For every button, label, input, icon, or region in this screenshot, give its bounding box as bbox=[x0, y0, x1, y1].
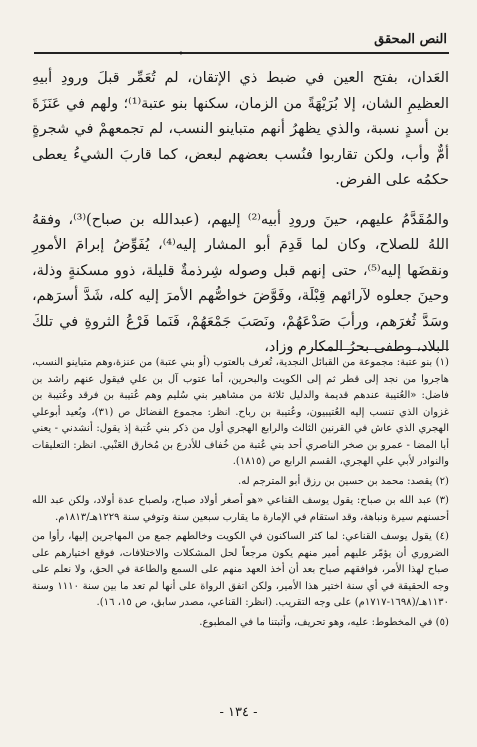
body-paragraph-2: والمُقَدَّمُ عليهم، حينَ ورودِ أبيه⁽²⁾ إليهم، (عبدالله بن صباح)⁽³⁾، وفقهُ اللهُ للصلاح، وكان لما قَدِمَ أبو المشار إليه⁽⁴⁾، يُفَوِّضُ إبرامَ الأمورِ ونقضَها إليه⁽⁵⁾، حتى إنهم قبل وصوله شِرذمةٌ قليلة، ذوو مسكنةٍ وذلة، وحينَ جعلوه لآرائهم قِبْلَة، وفَوَّضَ خواصُّهم الأمرَ إليه كله، شَدَّ أسرَهم، وسَدَّ ثُغرَهم، ورأبَ صَدْعَهُمْ، ونَصَبَ جَمْعَهُمْ، فَنَما فَرْعُ الثروةِ في تلكَ البلاد، وطفى بحرُ المكارم وزاد، bbox=[32, 211, 449, 355]
body-paragraph-1: العَدان، بفتح العين في ضبط ذي الإتقان، لم تُعَمِّر قبلَ ورودِ أبيهِ العظيمِ الشان، إلا بُرَيْهَةً من الزمان، سكنها بنو عتبة⁽¹⁾؛ ولهم في عَنَزَةَ بن أسدٍ نسبة، والذي يظهرُ أنهم متباينو النسب، لم تجمعهمْ في شجرةٍ أمٌّ وأب، ولكن تقاربوا فنُسب بعضهم لبعض، كما قاربَ الشيءُ يعطى حكمُه على الفرض. bbox=[32, 70, 449, 188]
footnote-rule bbox=[311, 349, 449, 350]
footnotes-section bbox=[32, 355, 449, 634]
footnote-2: (٢) يقصد: محمد بن حسين بن رزق أبو المترجم له. bbox=[238, 475, 449, 487]
header-ornament-dot: • bbox=[178, 49, 184, 60]
page-number: - ١٣٤ - bbox=[219, 705, 258, 720]
footnote-3: (٣) عبد الله بن صباح: يقول يوسف القناعي «هو أصغر أولاد صباح، ولصباح عدة أولاد، ولكن عبد الله أحسنهم سيرة ونباهة، وقد استقام في الإمارة ما يقارب سبعين سنة وتوفي سنة ١٢٢٩هـ/١٨١٣م. bbox=[32, 495, 449, 523]
paragraph-gap bbox=[32, 194, 449, 208]
header-rule bbox=[34, 52, 449, 54]
footnote-4: (٤) يقول يوسف القناعي: لما كثر الساكنون في الكويت وخالطهم جمع من المهاجرين إليها، رأوا من الضروري أن يؤمّر عليهم أمير منهم يكون مرجعاً لحل المشكلات والاختلافات، فوقع اختيارهم على صباح لهذا الأمر، فوافقهم صباح بعد أن أخذ العهد منهم على السمع والطاعة في الحق، ولا نعلم على وجه الحقيقة في أي سنة اختير هذا الأمير، ولكن اتفق الرواة على أنها لم تعد ما بين سنة ١١١٠ وسنة ١١٣٠هـ/(١٦٩٨-١٧١٧م) على وجه التقريب. (انظر: القناعي، مصدر سابق، ص ١٥، ١٦). bbox=[32, 531, 449, 608]
main-text bbox=[32, 66, 449, 361]
footnote-5: (٥) في المخطوط: عليه، وهو تحريف، وأثبتنا ما في المطبوع. bbox=[199, 616, 449, 628]
running-header-title: النص المحقق bbox=[374, 32, 447, 47]
footnote-1: (١) بنو عتبة: مجموعة من القبائل النجدية، تُعرف بالعتوب (أو بني عتبة) من عنزة،وهم متباينو النسب، هاجروا من نجد إلى قطر ثم إلى الكويت والبحرين، أما عتوب آل بن علي فيقول عنهم راشد بن فاضل: «العُتيبة عندهم قديمة والدليل ثلاثة من مشاهير بني سُليم وهم عُتيبة بن فرقد وعُتيبة بن غزوان الذي تنسب إليه العُتيبيون، وعُتيبة بن رباح. انظر: مجموع الفضائل ص (٣١)، وبُعيد أبوعلي الهجري الذي عاش في القرنين الثالث والرابع الهجري أول من ذكر بني عُتبة إذ يقول: أنشدني - يعني أبا المضا - عمرو بن صخر الناصري أحد بني عُتبة من خُفاف للأدرع بن مُخارق العَنْبي. انظر: التعليقات والنوادر لأبي علي الهجري، القسم الرابع ص (١٨١٥). bbox=[32, 357, 449, 467]
